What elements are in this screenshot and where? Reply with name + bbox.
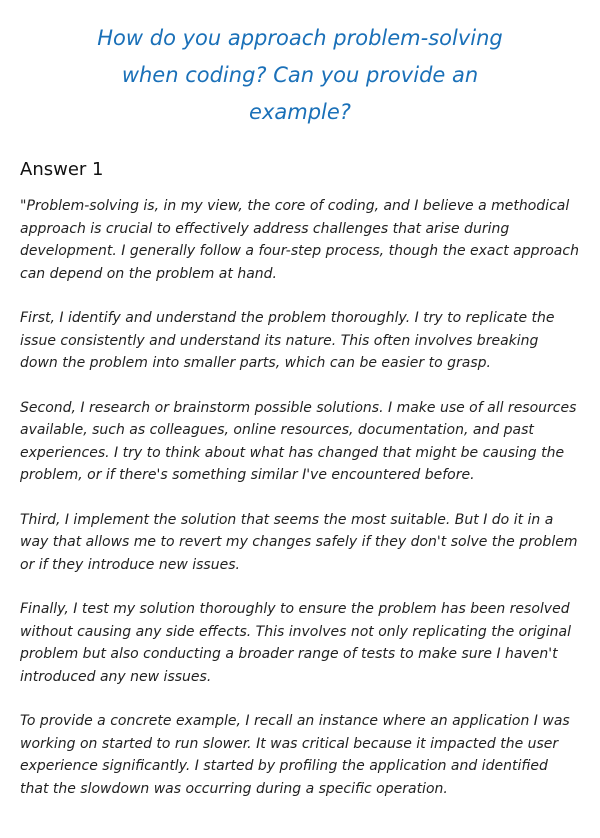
- answer-body: [20, 195, 580, 800]
- answer-paragraph-second-step: Second, I research or brainstorm possible solutions. I make use of all resources available, such as colleagues, online resources, documentation, and past experiences. I try to think about what has changed that might be causing the problem, or if there's something similar I've encountered before.: [20, 399, 577, 483]
- answer-paragraph-intro: "Problem-solving is, in my view, the core of coding, and I believe a methodical approach is crucial to effectively address challenges that arise during development. I generally follow a four-step process, though the exact approach can depend on the problem at hand.: [20, 198, 579, 282]
- answer-paragraph-example: To provide a concrete example, I recall an instance where an application I was working on started to run slower. It was critical because it impacted the user experience significantly. I started by profiling the application and identified that the slowdown was occurring during a specific operation.: [20, 713, 570, 797]
- answer-paragraph-first-step: First, I identify and understand the problem thoroughly. I try to replicate the issue consistently and understand its nature. This often involves breaking down the problem into smaller parts, which can be easier to grasp.: [20, 310, 555, 371]
- answer-heading: Answer 1: [20, 159, 104, 180]
- answer-paragraph-third-step: Third, I implement the solution that seems the most suitable. But I do it in a way that allows me to revert my changes safely if they don't solve the problem or if they introduce new issues.: [20, 511, 578, 573]
- question-title: How do you approach problem-solving when coding? Can you provide an example?: [97, 26, 503, 124]
- answer-paragraph-final-step: Finally, I test my solution thoroughly to ensure the problem has been resolved without causing any side effects. This involves not only replicating the original problem but also conducting a broader range of tests to make sure I haven't introduced any new issues.: [20, 601, 571, 685]
